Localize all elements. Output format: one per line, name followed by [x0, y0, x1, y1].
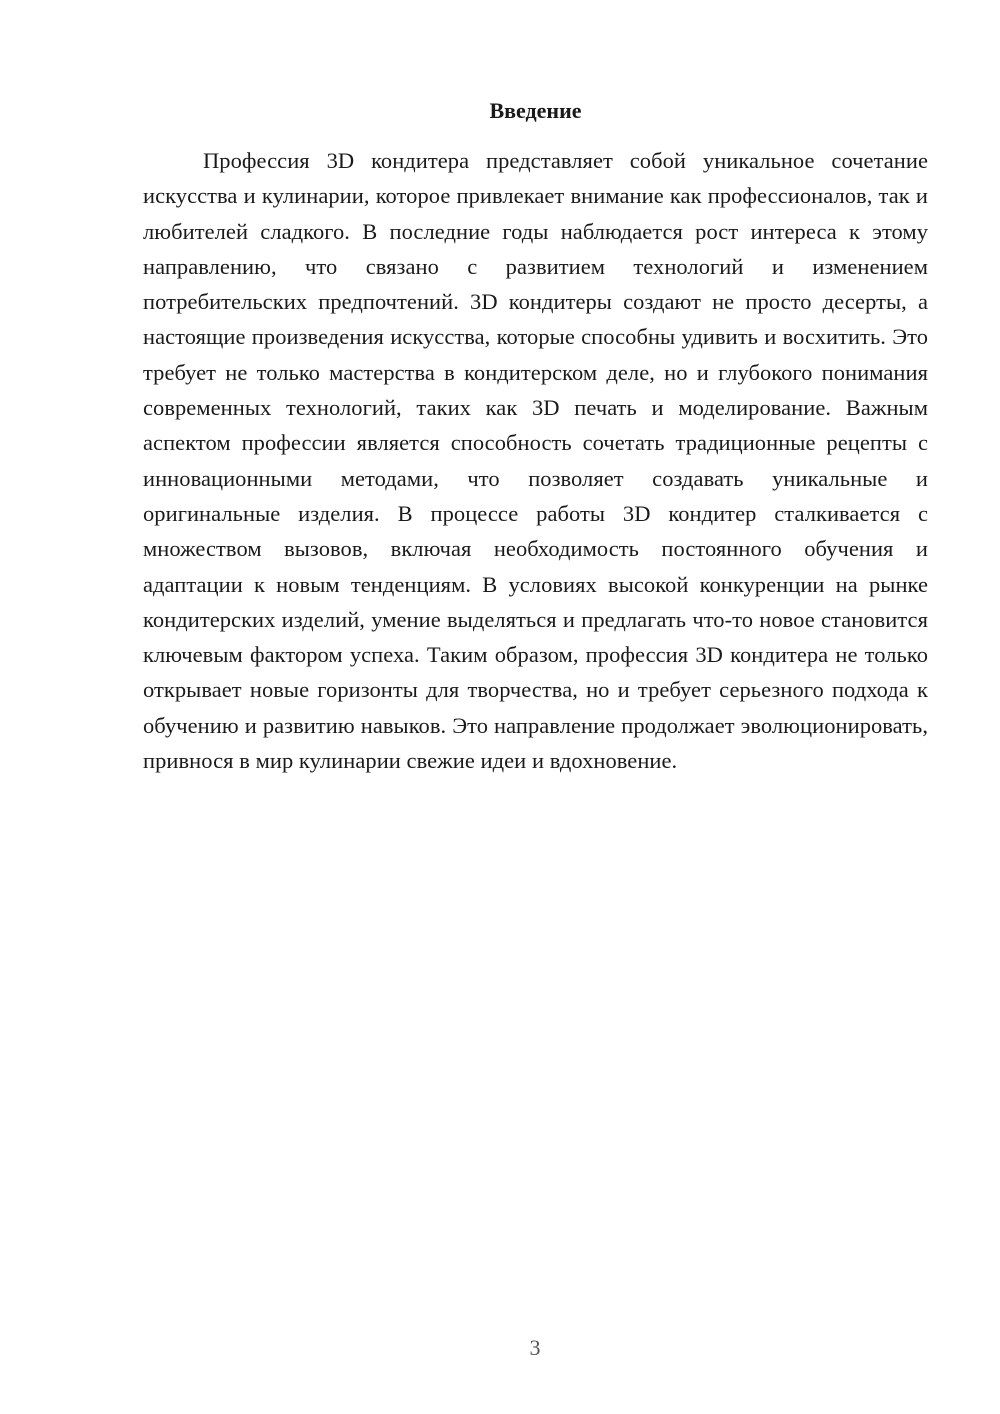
body-paragraph: Профессия 3D кондитера представляет собой уникальное сочетание искусства и кулинарии, которое привлекает внимание как профессионалов, так и любителей сладкого. В последние годы наблюдается рост интереса к этому направлению, что связано с развитием технологий и изменением потребительских предпочтений. 3D кондитеры создают не просто десерты, а настоящие произведения искусства, которые способны удивить и восхитить. Это требует не только мастерства в кондитерском деле, но и глубокого понимания современных технологий, таких как 3D печать и моделирование. Важным аспектом профессии является способность сочетать традиционные рецепты с инновационными методами, что позволяет создавать уникальные и оригинальные изделия. В процессе работы 3D кондитер сталкивается с множеством вызовов, включая необходимость постоянного обучения и адаптации к новым тенденциям. В условиях высокой конкуренции на рынке кондитерских изделий, умение выделяться и предлагать что-то новое становится ключевым фактором успеха. Таким образом, профессия 3D кондитера не только открывает новые горизонты для творчества, но и требует серьезного подхода к обучению и развитию навыков. Это направление продолжает эволюционировать, привнося в мир кулинарии свежие идеи и вдохновение.: [143, 148, 928, 774]
section-heading: Введение: [489, 98, 582, 123]
page-number: 3: [529, 1335, 541, 1360]
